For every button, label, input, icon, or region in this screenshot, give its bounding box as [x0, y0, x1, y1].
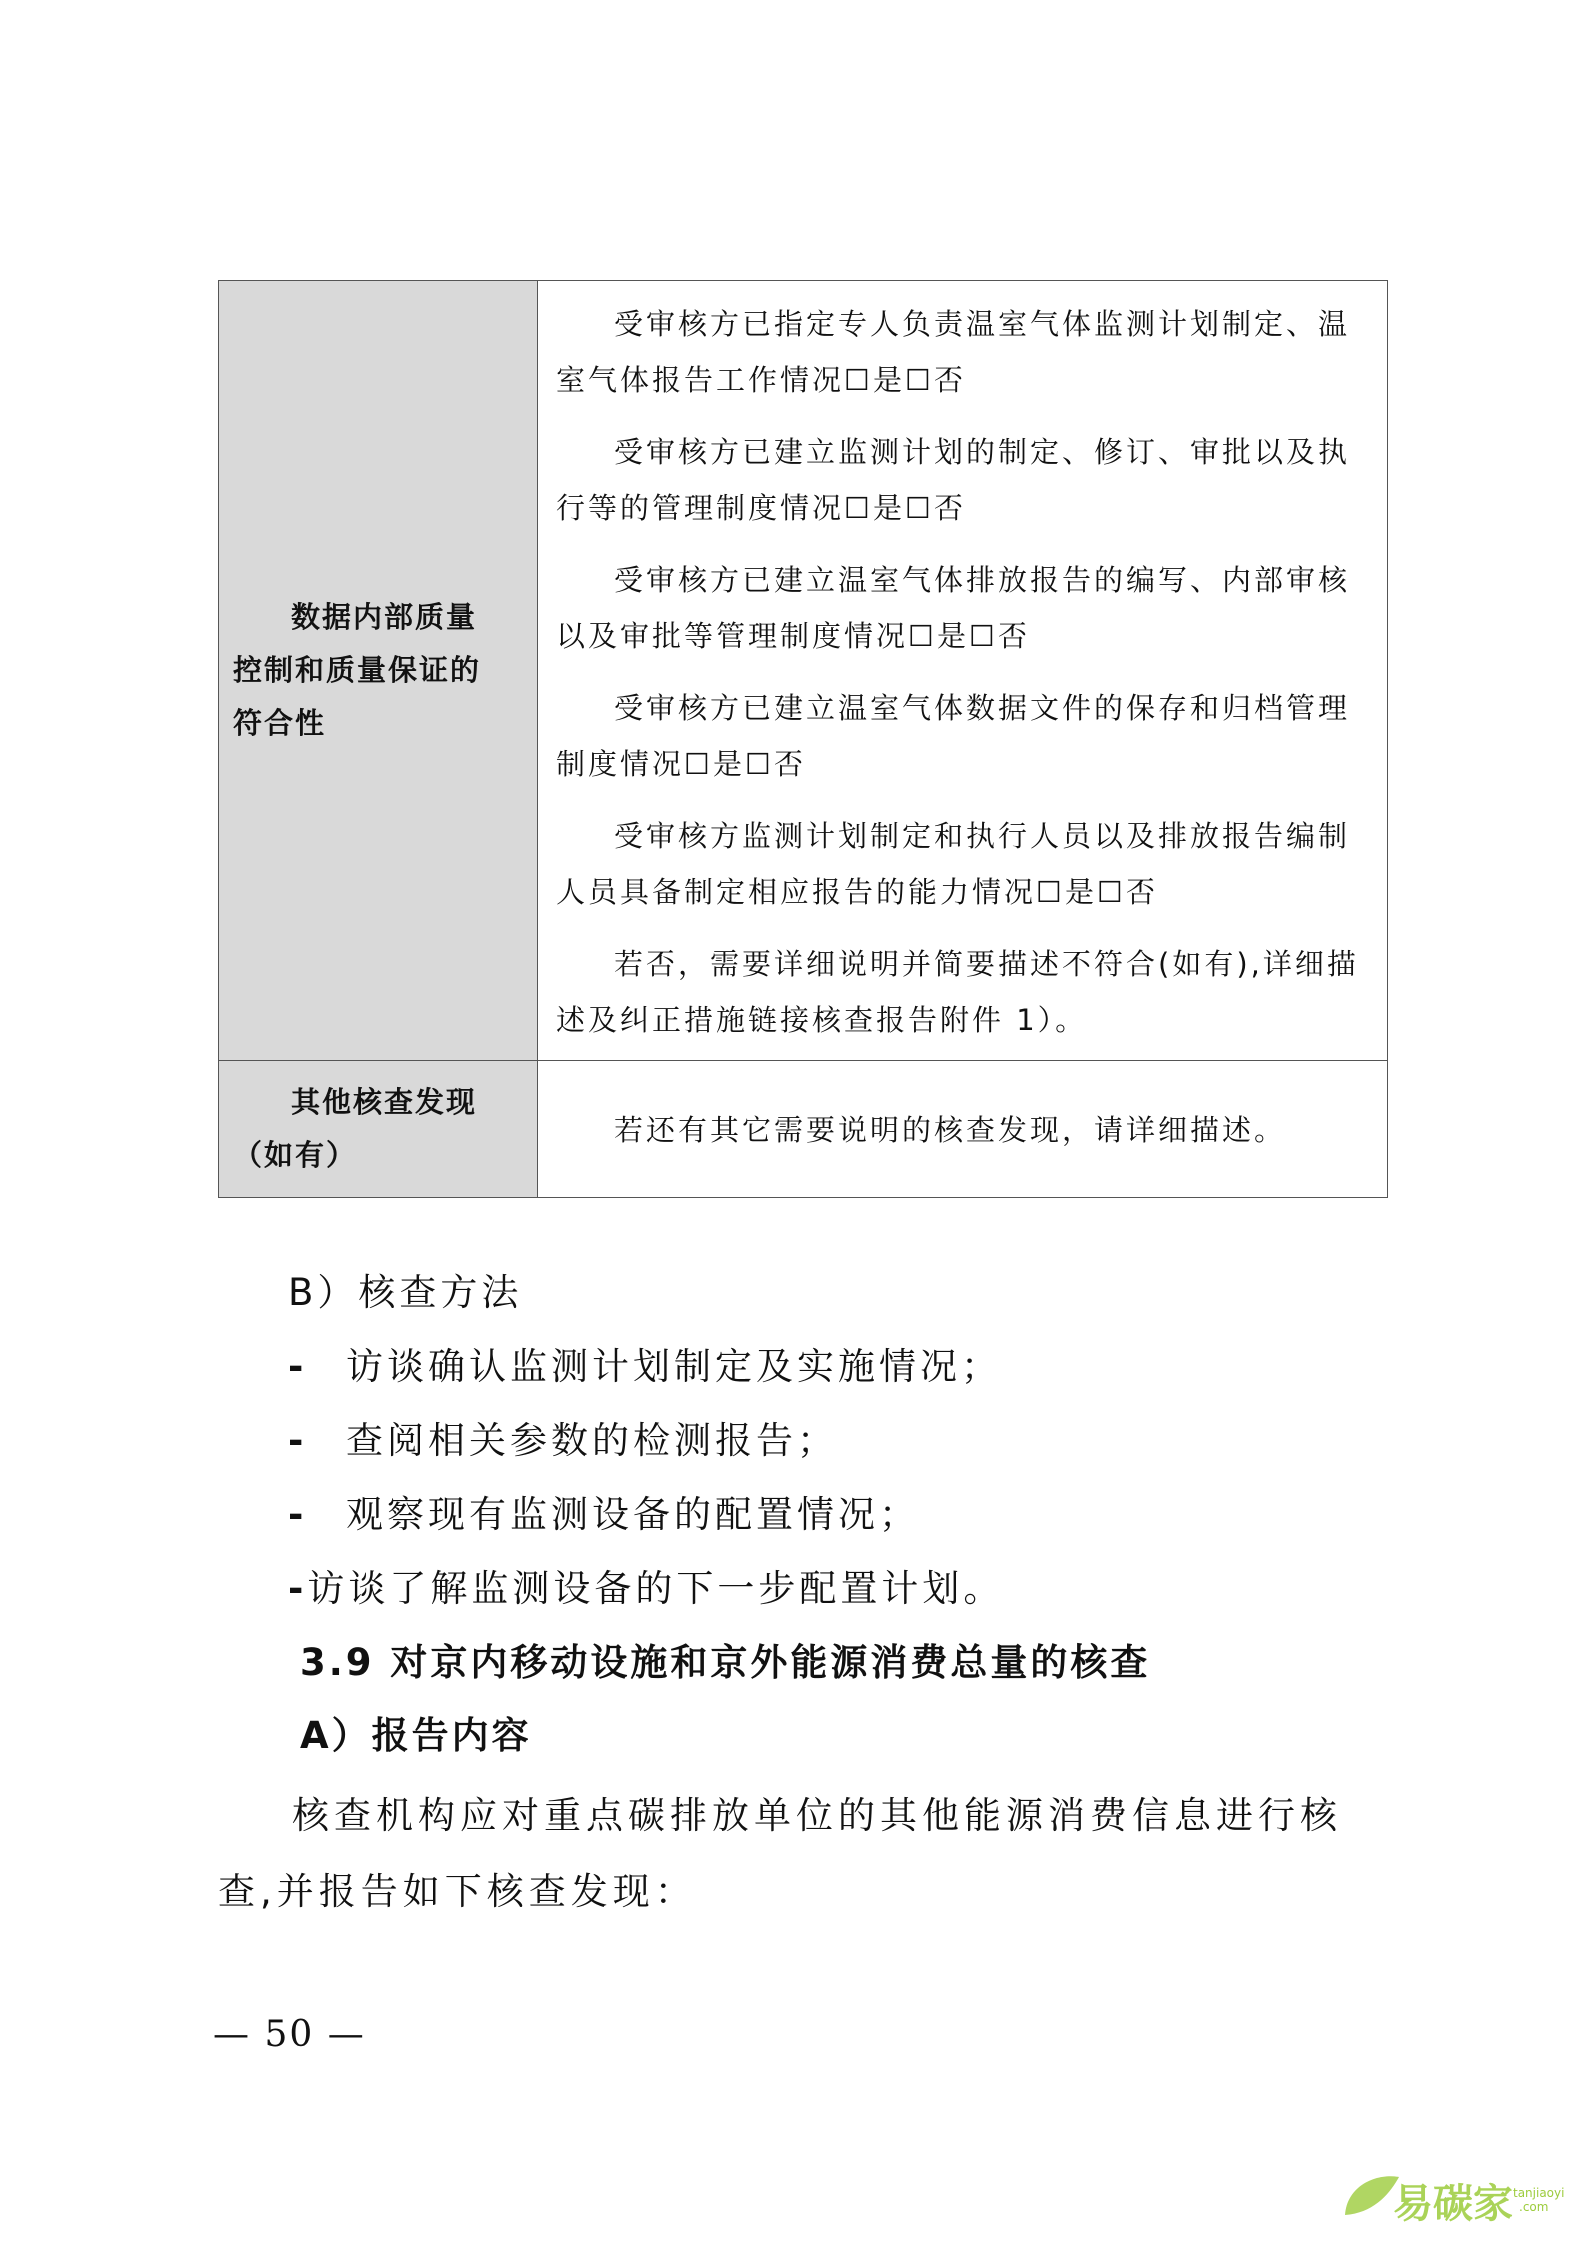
table-row-other-findings [219, 1061, 1388, 1198]
list-item-text: 访谈了解监测设备的下一步配置计划。 [307, 1567, 1005, 1610]
method-heading: B）核查方法 [288, 1271, 523, 1314]
check-item-4: 受审核方已建立温室气体数据文件的保存和归档管理制度情况☐是☐否 [556, 690, 1351, 781]
check-item-5: 受审核方监测计划制定和执行人员以及排放报告编制人员具备制定相应报告的能力情况☐是☐否 [556, 818, 1351, 909]
dash-bullet: - [288, 1567, 308, 1610]
section-heading: 3.9 对京内移动设施和京外能源消费总量的核查 [300, 1641, 1151, 1684]
watermark-domain-suffix: .com [1519, 2200, 1549, 2214]
check-item-2: 受审核方已建立监测计划的制定、修订、审批以及执行等的管理制度情况☐是☐否 [556, 434, 1351, 525]
check-item-1: 受审核方已指定专人负责温室气体监测计划制定、温室气体报告工作情况☐是☐否 [556, 306, 1351, 397]
watermark-logo [1337, 2155, 1565, 2235]
dash-bullet: - [288, 1493, 308, 1536]
row-label-line: 其他核查发现 [291, 1085, 478, 1119]
row-label-other-findings [219, 1061, 538, 1198]
row-label-line: 数据内部质量 [291, 600, 478, 634]
table-row-data-quality [219, 281, 1388, 1061]
list-item-text: 访谈确认监测计划制定及实施情况； [346, 1345, 1002, 1388]
row-label-line: 控制和质量保证的 [233, 653, 482, 687]
row-content-other-findings [538, 1061, 1388, 1198]
list-item [288, 1558, 1004, 1612]
check-item-note: 若否，需要详细说明并简要描述不符合(如有),详细描述及纠正措施链接核查报告附件 1）。 [556, 946, 1359, 1037]
watermark-domain: tanjiaoyi [1513, 2186, 1565, 2200]
row-label-line: 符合性 [233, 706, 327, 740]
list-item [288, 1410, 838, 1464]
row-content-data-quality [538, 281, 1388, 1061]
dash-bullet: - [288, 1345, 308, 1388]
watermark-brand: 易碳家 [1393, 2181, 1513, 2227]
check-item-3: 受审核方已建立温室气体排放报告的编写、内部审核以及审批等管理制度情况☐是☐否 [556, 562, 1351, 653]
list-item [288, 1336, 1002, 1390]
page-number: — 50 — [213, 2014, 366, 2055]
row-label-line: （如有） [233, 1138, 358, 1172]
section-paragraph: 核查机构应对重点碳排放单位的其他能源消费信息进行核查,并报告如下核查发现： [218, 1794, 1342, 1913]
list-item [288, 1484, 920, 1538]
verification-table [218, 280, 1388, 1198]
row-label-data-quality [219, 281, 538, 1061]
list-item-text: 查阅相关参数的检测报告； [346, 1419, 838, 1462]
leaf-icon [1337, 2155, 1565, 2235]
list-item-text: 观察现有监测设备的配置情况； [346, 1493, 920, 1536]
sub-heading: A）报告内容 [300, 1714, 532, 1757]
other-findings-text: 若还有其它需要说明的核查发现，请详细描述。 [614, 1113, 1287, 1147]
dash-bullet: - [288, 1419, 308, 1462]
